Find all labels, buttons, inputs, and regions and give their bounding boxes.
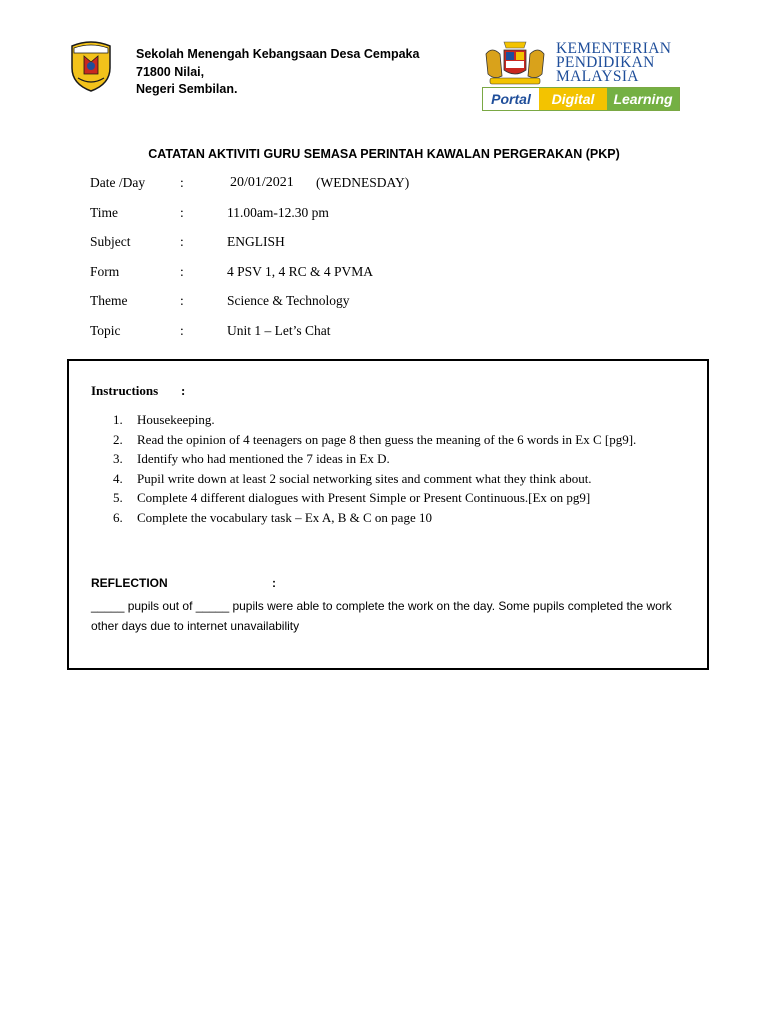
- item-text: Read the opinion of 4 teenagers on page 8 then guess the meaning of the 6 words in Ex C [pg9].: [137, 431, 637, 447]
- detail-value: 4 PSV 1, 4 RC & 4 PVMA: [227, 263, 374, 279]
- item-number: 6.: [113, 509, 123, 525]
- item-text: Pupil write down at least 2 social networking sites and comment what they think about.: [137, 470, 592, 486]
- reflection-heading: [91, 576, 276, 590]
- detail-value: Science & Technology: [227, 293, 350, 308]
- detail-label: Time: [90, 204, 119, 220]
- banner-learning: Learning: [607, 88, 679, 110]
- reflection-label: REFLECTION: [91, 576, 168, 590]
- detail-value: 20/01/2021: [230, 175, 294, 190]
- detail-colon: :: [180, 234, 184, 249]
- item-number: 4.: [113, 470, 123, 486]
- reflection-colon: :: [272, 576, 276, 590]
- detail-label: Subject: [90, 234, 131, 249]
- instructions-colon: :: [181, 383, 186, 398]
- school-name: Sekolah Menengah Kebangsaan Desa Cempaka: [136, 47, 420, 61]
- detail-label: Form: [90, 263, 120, 279]
- school-address: [136, 46, 419, 99]
- banner-digital: Digital: [539, 88, 607, 110]
- item-number: 5.: [113, 490, 123, 505]
- ministry-line-3: MALAYSIA: [556, 68, 639, 85]
- document-title: CATATAN AKTIVITI GURU SEMASA PERINTAH KAWALAN PERGERAKAN (PKP): [148, 147, 620, 161]
- detail-colon: :: [180, 322, 184, 338]
- school-state: Negeri Sembilan.: [136, 82, 238, 96]
- ministry-line-2: PENDIDIKAN: [556, 54, 655, 71]
- detail-colon: :: [180, 204, 184, 220]
- detail-colon: :: [180, 293, 184, 308]
- detail-label: Topic: [90, 322, 121, 338]
- list-item: [91, 430, 681, 450]
- item-text: Identify who had mentioned the 7 ideas in Ex D.: [137, 451, 390, 466]
- item-number: 2.: [113, 431, 123, 447]
- item-number: 1.: [113, 412, 123, 427]
- instructions-label: Instructions: [91, 383, 159, 398]
- banner-portal: Portal: [483, 88, 539, 110]
- detail-label: Theme: [90, 293, 128, 308]
- detail-value: Unit 1 – Let’s Chat: [227, 322, 331, 338]
- school-crest-icon: [68, 40, 114, 92]
- item-text: Complete 4 different dialogues with Present Simple or Present Continuous.[Ex on pg9]: [137, 490, 591, 505]
- list-item: [91, 449, 681, 469]
- instructions-list: [91, 410, 681, 527]
- instructions-heading: [91, 383, 186, 399]
- school-postcode: 71800 Nilai,: [136, 64, 205, 79]
- item-text: Complete the vocabulary task – Ex A, B & C on page 10: [137, 509, 432, 525]
- detail-day: (WEDNESDAY): [316, 175, 410, 190]
- ministry-line-1: KEMENTERIAN: [556, 40, 672, 57]
- list-item: [91, 508, 681, 528]
- detail-value: 11.00am-12.30 pm: [227, 204, 329, 220]
- ministry-name: [556, 42, 671, 84]
- activity-box: [67, 359, 709, 670]
- malaysia-coat-of-arms-icon: [482, 40, 548, 86]
- list-item: [91, 488, 681, 508]
- list-item: [91, 469, 681, 489]
- list-item: [91, 410, 681, 430]
- portal-digital-learning-banner: [482, 87, 680, 111]
- item-number: 3.: [113, 451, 123, 466]
- detail-value: ENGLISH: [227, 234, 285, 249]
- detail-colon: :: [180, 175, 184, 190]
- detail-colon: :: [180, 263, 184, 279]
- item-text: Housekeeping.: [137, 412, 215, 427]
- detail-label: Date /Day: [90, 175, 146, 190]
- reflection-text: _____ pupils out of _____ pupils were able to complete the work on the day. Some pupils completed the work other days due to internet unavailability: [91, 599, 672, 633]
